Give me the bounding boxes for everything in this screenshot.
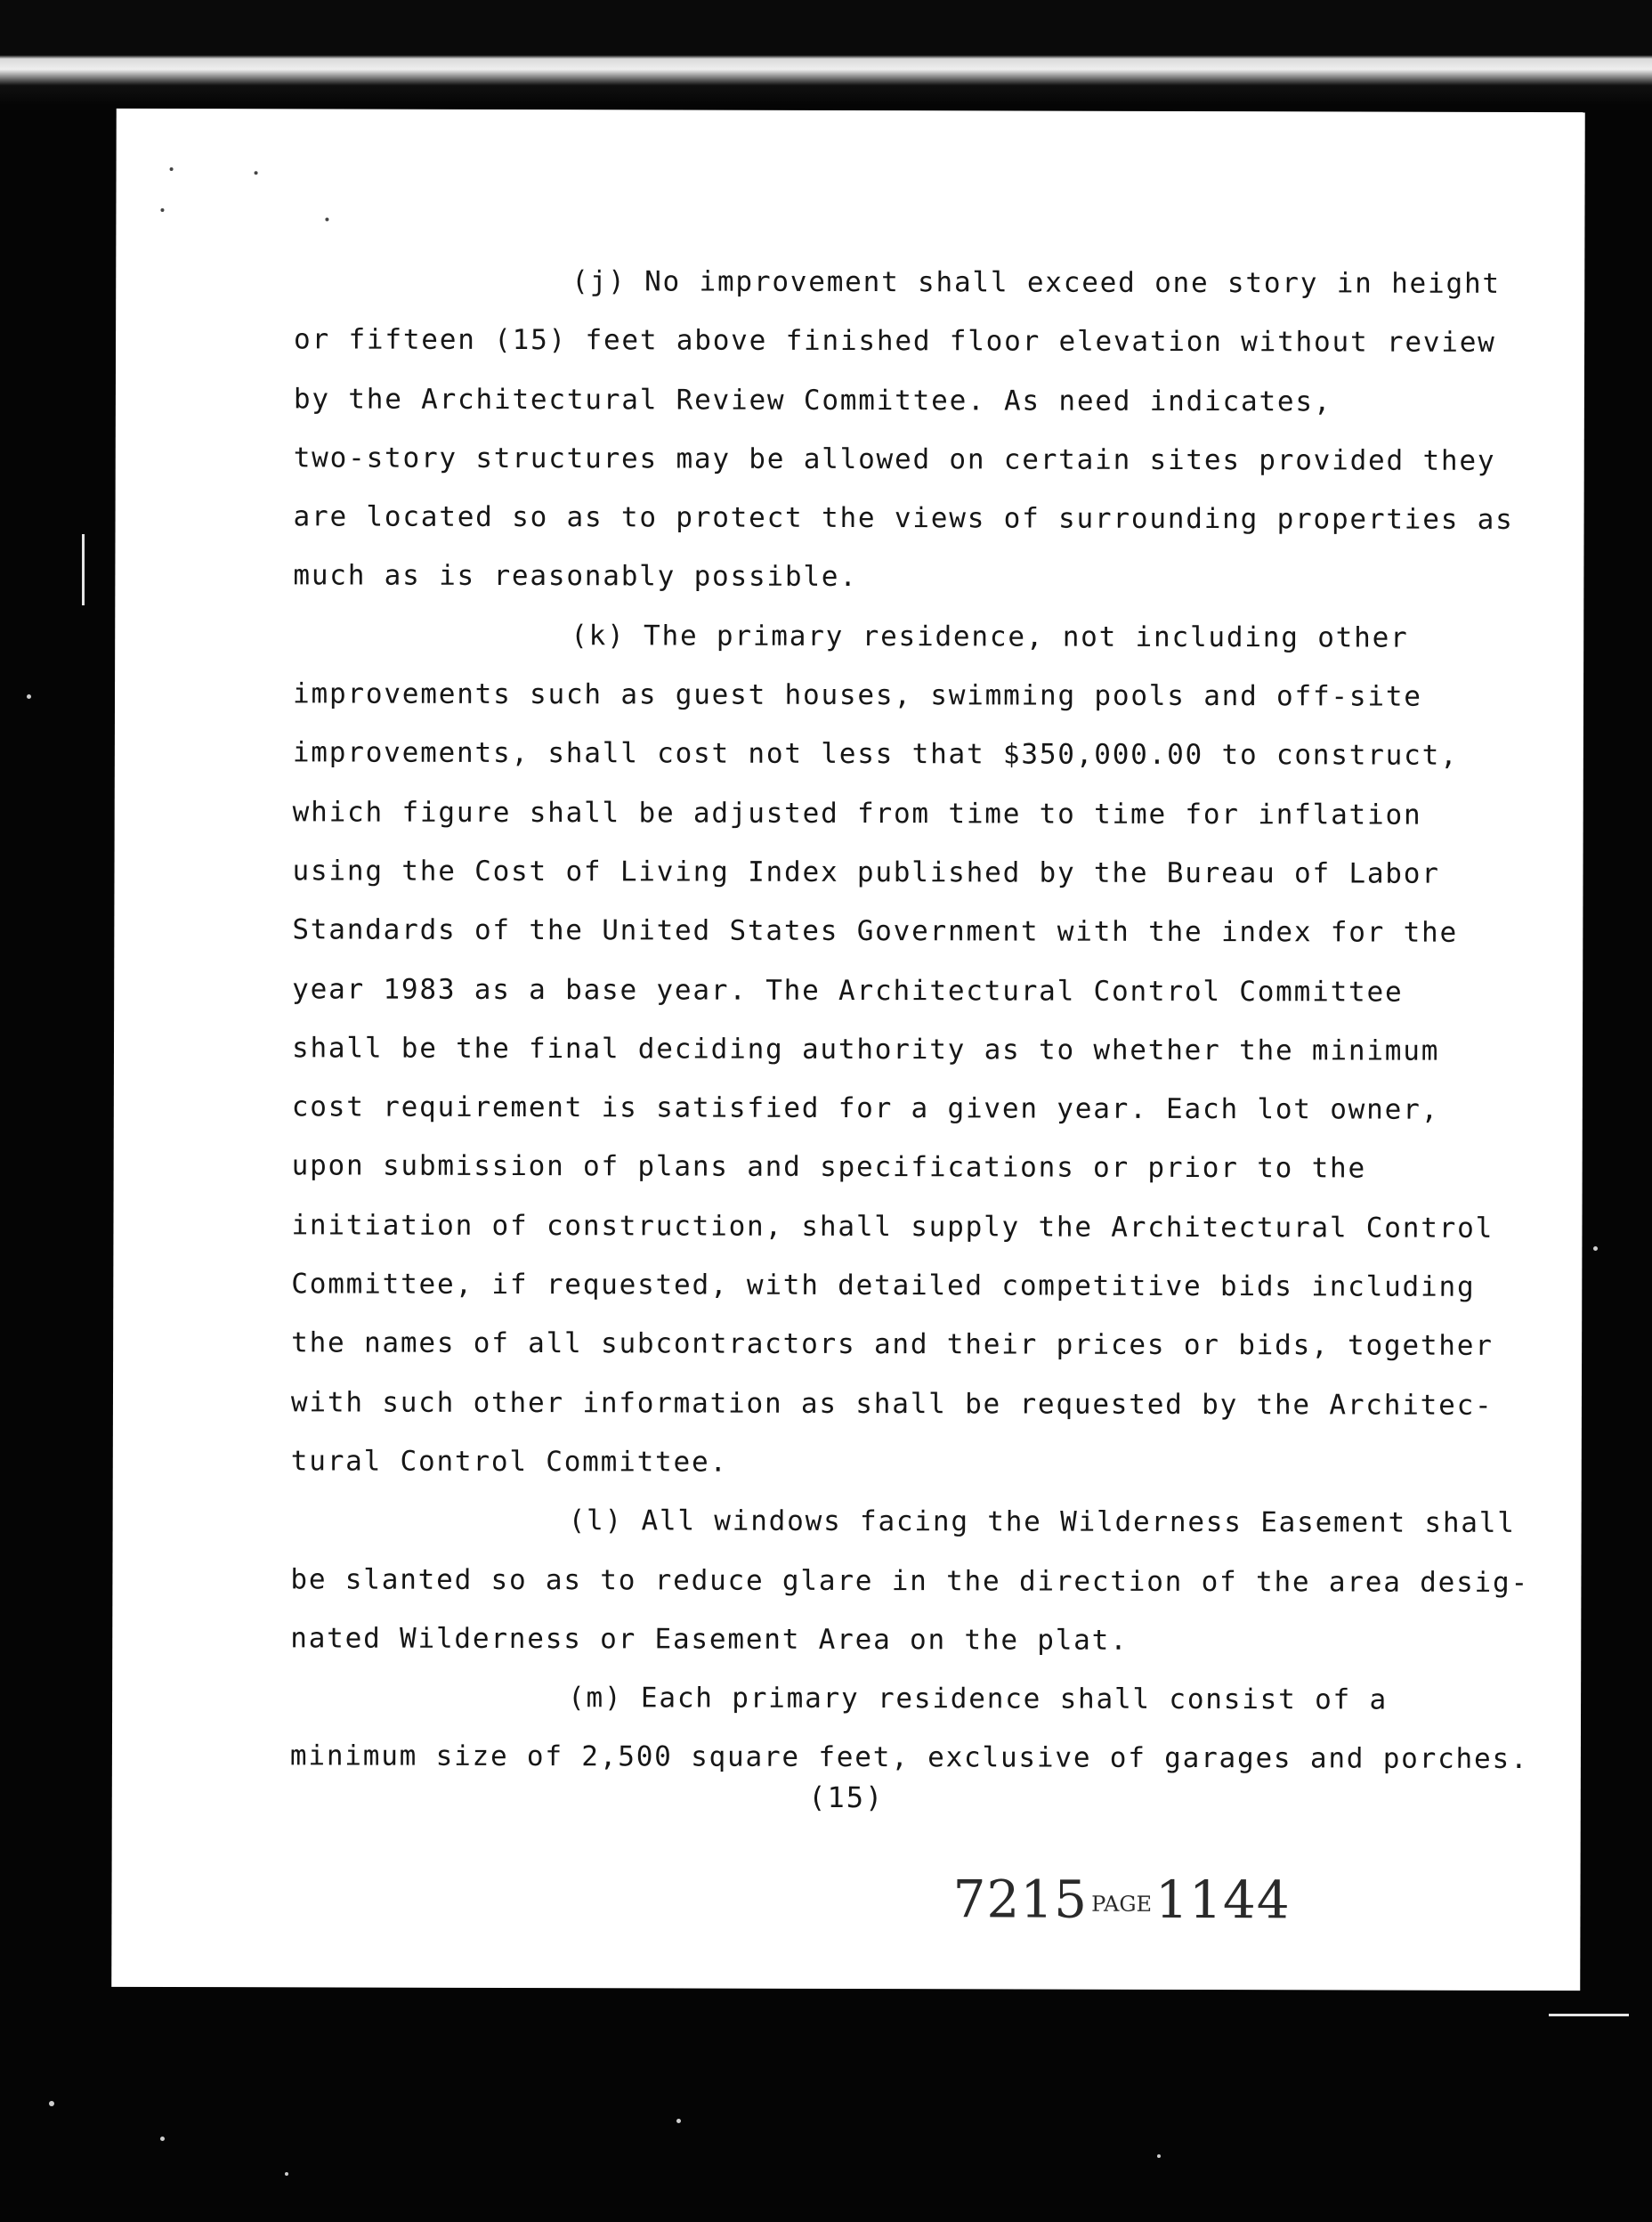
scan-speck	[27, 694, 31, 699]
stamp-page-number: 1144	[1154, 1869, 1291, 1931]
text-line: (l) All windows facing the Wilderness Easement shall	[568, 1504, 1516, 1540]
text-line: or fifteen (15) feet above finished floor elevation without review	[294, 323, 1496, 360]
scan-speck	[160, 208, 164, 212]
scan-mark	[1549, 2014, 1629, 2016]
scan-speck	[676, 2119, 681, 2123]
paragraph-l	[290, 1491, 1582, 1672]
text-line: (k) The primary residence, not including other	[571, 619, 1409, 654]
scan-speck	[1593, 1246, 1598, 1251]
text-line: (j) No improvement shall exceed one story in height	[571, 265, 1501, 300]
scan-speck	[255, 171, 258, 174]
text-line: with such other information as shall be requested by the Architec-	[290, 1386, 1494, 1422]
text-line: Committee, if requested, with detailed competitive bids including	[291, 1268, 1476, 1303]
scan-speck	[49, 2101, 54, 2106]
recording-stamp	[952, 1869, 1290, 1930]
text-line: which figure shall be adjusted from time to time for inflation	[292, 796, 1422, 831]
text-line: be slanted so as to reduce glare in the direction of the area desig-	[290, 1562, 1530, 1599]
scan-edge	[0, 0, 1652, 105]
text-line: minimum size of 2,500 square feet, exclusive of garages and porches.	[289, 1739, 1529, 1776]
text-line: improvements, shall cost not less that $350,000.00 to construct,	[292, 736, 1459, 773]
text-line: (m) Each primary residence shall consist of a	[568, 1682, 1389, 1716]
text-line: using the Cost of Living Index published by the Bureau of Labor	[292, 855, 1440, 890]
scan-speck	[170, 167, 174, 171]
text-line: two-story structures may be allowed on certain sites provided they	[293, 442, 1496, 477]
text-line: upon submission of plans and specifications or prior to the	[291, 1149, 1367, 1185]
text-line: much as is reasonably possible.	[293, 559, 858, 594]
paragraph-k	[291, 605, 1584, 1494]
text-line: are located so as to protect the views of surrounding properties as	[293, 500, 1514, 537]
stamp-book-number: 7215	[952, 1869, 1089, 1930]
text-line: Standards of the United States Government with the index for the	[292, 913, 1459, 950]
paragraph-m	[290, 1667, 1581, 1788]
paragraph-j	[293, 251, 1584, 609]
text-line: the names of all subcontractors and their prices or bids, together	[291, 1326, 1494, 1363]
document-page	[111, 109, 1585, 1991]
scan-mark	[82, 534, 85, 605]
text-line: nated Wilderness or Easement Area on the plat.	[290, 1622, 1129, 1657]
text-line: tural Control Committee.	[290, 1445, 728, 1479]
scan-speck	[325, 217, 328, 221]
text-line: cost requirement is satisfied for a given year. Each lot owner,	[291, 1091, 1440, 1126]
page-number: (15)	[808, 1780, 885, 1815]
scan-speck	[1157, 2154, 1161, 2158]
text-line: shall be the final deciding authority as to whether the minimum	[291, 1032, 1440, 1067]
text-line: improvements such as guest houses, swimming pools and off-site	[292, 677, 1422, 713]
text-line: initiation of construction, shall supply the Architectural Control	[291, 1209, 1494, 1245]
text-line: year 1983 as a base year. The Architectural Control Committee	[292, 972, 1404, 1009]
document-body	[290, 251, 1585, 1789]
text-line: by the Architectural Review Committee. As need indicates,	[293, 382, 1332, 418]
scan-speck	[285, 2172, 288, 2176]
scan-speck	[160, 2137, 165, 2141]
stamp-page-label: PAGE	[1091, 1891, 1153, 1917]
